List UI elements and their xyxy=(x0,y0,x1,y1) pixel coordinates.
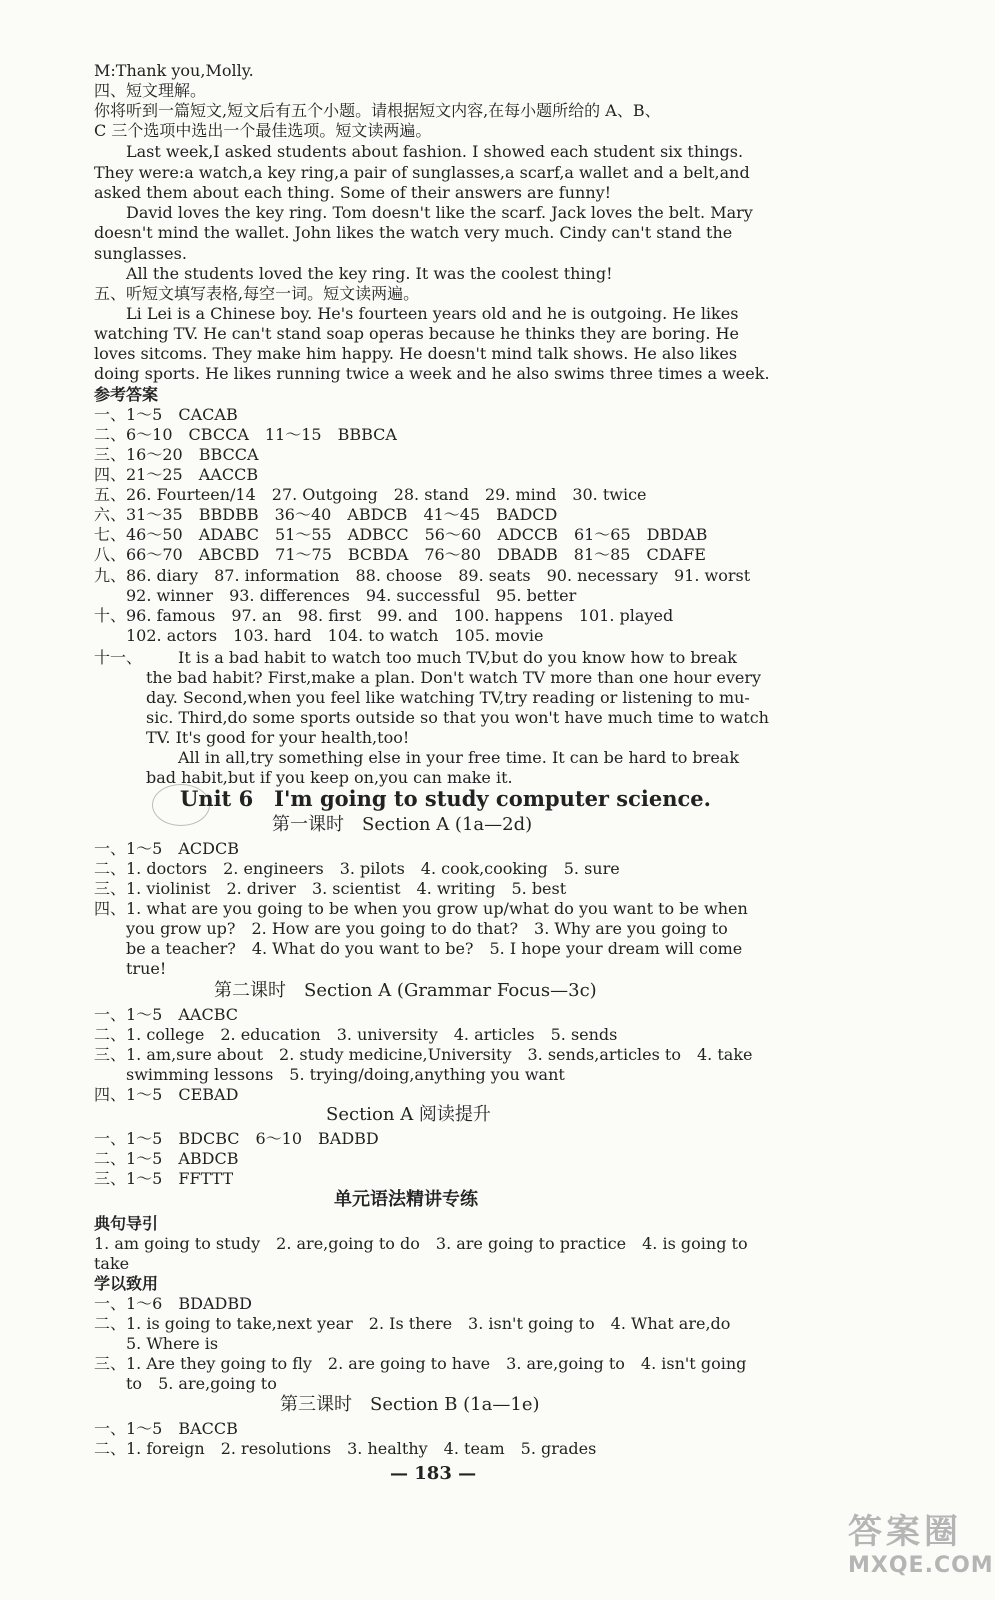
answer-line: 八、66～70 ABCBD 71～75 BCBDA 76～80 DBADB 81～85 CDAFE xyxy=(94,545,706,564)
answer-line: 一、1～5 CACAB xyxy=(94,405,238,424)
text-line: Last week,I asked students about fashion. I showed each student six things. xyxy=(126,142,744,161)
subheading: 学以致用 xyxy=(94,1274,159,1293)
subheading: 典句导引 xyxy=(94,1214,159,1233)
text-line: sunglasses. xyxy=(94,244,187,263)
text-line: 你将听到一篇短文,短文后有五个小题。请根据短文内容,在每小题所给的 A、B、 xyxy=(94,101,661,120)
essay-line: sic. Third,do some sports outside so that you won't have much time to watch xyxy=(146,708,769,727)
section-heading: 四、短文理解。 xyxy=(94,81,207,100)
answer-line: 十一、 xyxy=(94,648,143,667)
text-line: Li Lei is a Chinese boy. He's fourteen years old and he is outgoing. He likes xyxy=(126,304,739,323)
answer-line: 三、1. am,sure about 2. study medicine,University 3. sends,articles to 4. take xyxy=(94,1045,753,1064)
essay-line: It is a bad habit to watch too much TV,but do you know how to break xyxy=(178,648,737,667)
answer-line: 三、1. Are they going to fly 2. are going to have 3. are,going to 4. isn't going xyxy=(94,1354,747,1373)
essay-line: the bad habit? First,make a plan. Don't watch TV more than one hour every xyxy=(146,668,762,687)
answer-line: 二、1. foreign 2. resolutions 3. healthy 4. team 5. grades xyxy=(94,1439,597,1458)
lesson-title: 第三课时 Section B (1a—1e) xyxy=(280,1394,540,1415)
text-line: asked them about each thing. Some of their answers are funny! xyxy=(94,183,612,202)
text-line: loves sitcoms. They make him happy. He doesn't mind talk shows. He also likes xyxy=(94,344,738,363)
answer-line: 七、46～50 ADABC 51～55 ADBCC 56～60 ADCCB 61～65 DBDAB xyxy=(94,525,708,544)
text-line: David loves the key ring. Tom doesn't like the scarf. Jack loves the belt. Mary xyxy=(126,203,753,222)
text-line: All the students loved the key ring. It was the coolest thing! xyxy=(126,264,613,283)
answers-heading: 参考答案 xyxy=(94,385,159,404)
answer-line: 十、96. famous 97. an 98. first 99. and 100. happens 101. played xyxy=(94,606,674,625)
answer-line: 一、1～6 BDADBD xyxy=(94,1294,252,1313)
essay-line: bad habit,but if you keep on,you can make it. xyxy=(146,768,513,787)
lesson-title: 第一课时 Section A (1a—2d) xyxy=(272,814,533,835)
answer-line: 二、1. college 2. education 3. university 4. articles 5. sends xyxy=(94,1025,618,1044)
text-line: doing sports. He likes running twice a week and he also swims three times a week. xyxy=(94,364,770,383)
answer-line: 5. Where is xyxy=(126,1334,219,1353)
text-line: watching TV. He can't stand soap operas because he thinks they are boring. He xyxy=(94,324,739,343)
essay-line: day. Second,when you feel like watching TV,try reading or listening to mu- xyxy=(146,688,750,707)
answer-line: 二、1. is going to take,next year 2. Is there 3. isn't going to 4. What are,do xyxy=(94,1314,731,1333)
essay-line: All in all,try something else in your free time. It can be hard to break xyxy=(178,748,740,767)
answer-line: 二、1. doctors 2. engineers 3. pilots 4. cook,cooking 5. sure xyxy=(94,859,620,878)
answer-line: 三、16～20 BBCCA xyxy=(94,445,259,464)
answer-line: 九、86. diary 87. information 88. choose 89. seats 90. necessary 91. worst xyxy=(94,566,751,585)
answer-line: 四、1～5 CEBAD xyxy=(94,1085,239,1104)
answer-line: 92. winner 93. differences 94. successful 95. better xyxy=(126,586,577,605)
answer-line: 五、26. Fourteen/14 27. Outgoing 28. stand 29. mind 30. twice xyxy=(94,485,647,504)
watermark-text-bottom: MXQE.COM xyxy=(848,1553,994,1578)
section-title: Section A 阅读提升 xyxy=(326,1104,491,1125)
answer-line: 二、6～10 CBCCA 11～15 BBBCA xyxy=(94,425,397,444)
watermark-logo xyxy=(848,1512,994,1590)
answer-line: 三、1. violinist 2. driver 3. scientist 4. writing 5. best xyxy=(94,879,567,898)
answer-line: to 5. are,going to xyxy=(126,1374,277,1393)
text-line: M:Thank you,Molly. xyxy=(94,61,254,80)
answer-line: 102. actors 103. hard 104. to watch 105. movie xyxy=(126,626,544,645)
essay-line: TV. It's good for your health,too! xyxy=(146,728,410,747)
answer-line: take xyxy=(94,1254,130,1273)
answer-line: 1. am going to study 2. are,going to do 3. are going to practice 4. is going to xyxy=(94,1234,748,1253)
page-number: — 183 — xyxy=(390,1463,477,1484)
answer-line: 六、31～35 BBDBB 36～40 ABDCB 41～45 BADCD xyxy=(94,505,558,524)
answer-line: true! xyxy=(126,959,167,978)
answer-line: 二、1～5 ABDCB xyxy=(94,1149,239,1168)
answer-line: be a teacher? 4. What do you want to be? 5. I hope your dream will come xyxy=(126,939,743,958)
answer-line: 一、1～5 AACBC xyxy=(94,1005,239,1024)
unit-title: Unit 6 I'm going to study computer science. xyxy=(180,786,711,811)
text-line: They were:a watch,a key ring,a pair of sunglasses,a scarf,a wallet and a belt,and xyxy=(94,163,750,182)
section-heading: 五、听短文填写表格,每空一词。短文读两遍。 xyxy=(94,284,420,303)
answer-line: swimming lessons 5. trying/doing,anything you want xyxy=(126,1065,565,1084)
answer-line: 一、1～5 ACDCB xyxy=(94,839,239,858)
answer-line: 三、1～5 FFTTT xyxy=(94,1169,234,1188)
answer-line: 一、1～5 BACCB xyxy=(94,1419,238,1438)
answer-line: 四、1. what are you going to be when you grow up/what do you want to be when xyxy=(94,899,748,918)
answer-line: 四、21～25 AACCB xyxy=(94,465,259,484)
text-line: doesn't mind the wallet. John likes the watch very much. Cindy can't stand the xyxy=(94,223,733,242)
answer-line: you grow up? 2. How are you going to do that? 3. Why are you going to xyxy=(126,919,728,938)
lesson-title: 第二课时 Section A (Grammar Focus—3c) xyxy=(214,980,597,1001)
text-line: C 三个选项中选出一个最佳选项。短文读两遍。 xyxy=(94,121,432,140)
watermark-text-top: 答案圈 xyxy=(848,1512,962,1552)
section-title: 单元语法精讲专练 xyxy=(334,1189,478,1210)
answer-line: 一、1～5 BDCBC 6～10 BADBD xyxy=(94,1129,379,1148)
